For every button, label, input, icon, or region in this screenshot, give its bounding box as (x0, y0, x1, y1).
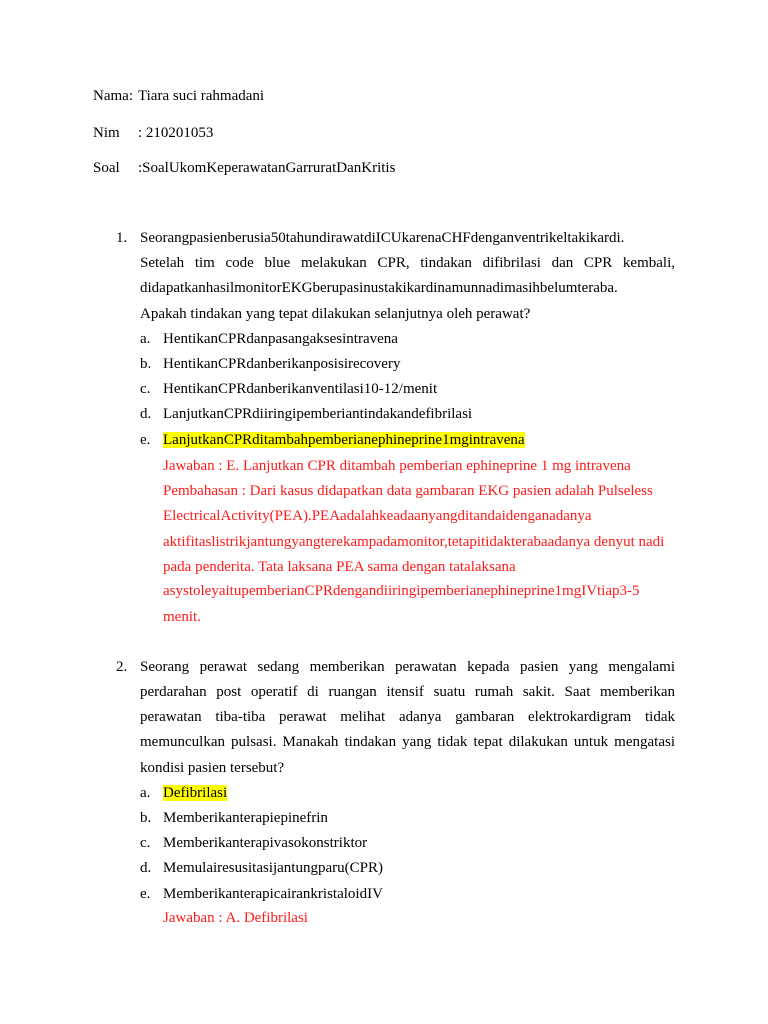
q1-option-e-highlight: LanjutkanCPRditambahpemberianephineprine1mgintravena (163, 432, 525, 448)
q2-option-b-text: Memberikanterapiepinefrin (163, 810, 328, 826)
q2-answer: Jawaban : A. Defibrilasi (163, 910, 308, 926)
q2-option-a-letter: a. (140, 785, 151, 801)
soal-label: Soal (93, 160, 120, 176)
q1-explanation-line-2: ElectricalActivity(PEA).PEAadalahkeadaanyangditandaidenganadanya (163, 508, 592, 524)
nama-label: Nama: (93, 88, 133, 104)
q2-option-b-letter: b. (140, 810, 152, 826)
q2-option-d-letter: d. (140, 860, 152, 876)
question-2-number: 2. (116, 659, 128, 675)
question-1-line-2: Setelah tim code blue melakukan CPR, tindakan difibrilasi dan CPR kembali, (140, 255, 675, 271)
nim-value: : 210201053 (138, 125, 214, 141)
question-2-line-1: Seorang perawat sedang memberikan perawatan kepada pasien yang mengalami (140, 659, 675, 675)
q2-option-e-text: MemberikanterapicairankristaloidIV (163, 886, 383, 902)
question-2-line-3: perawatan tiba-tiba perawat melihat adanya gambaran elektrokardigram tidak (140, 709, 675, 725)
soal-value: :SoalUkomKeperawatanGarruratDanKritis (138, 160, 396, 176)
q1-option-c-letter: c. (140, 381, 151, 397)
q2-option-c-letter: c. (140, 835, 151, 851)
question-2-line-4: memunculkan pulsasi. Manakah tindakan yang tidak tepat dilakukan untuk mengatasi (140, 734, 675, 750)
question-1-line-4: Apakah tindakan yang tepat dilakukan selanjutnya oleh perawat? (140, 306, 531, 322)
question-1-number: 1. (116, 230, 128, 246)
q2-option-d-text: Memulairesusitasijantungparu(CPR) (163, 860, 383, 876)
nim-label: Nim (93, 125, 120, 141)
q1-option-a-letter: a. (140, 331, 151, 347)
question-2-line-5: kondisi pasien tersebut? (140, 760, 285, 776)
q1-explanation-line-5: asystoleyaitupemberianCPRdengandiiringipemberianephineprine1mgIVtiap3-5 (163, 583, 640, 599)
q2-option-c-text: Memberikanterapivasokonstriktor (163, 835, 368, 851)
q1-explanation-line-6: menit. (163, 609, 201, 625)
q2-option-a-text (163, 784, 227, 802)
q1-option-c-text: HentikanCPRdanberikanventilasi10-12/menit (163, 381, 438, 397)
question-2-line-2: perdarahan post operatif di ruangan itensif suatu rumah sakit. Saat memberikan (140, 684, 675, 700)
question-1-line-3: didapatkanhasilmonitorEKGberupasinustakikardinamunnadimasihbelumteraba. (140, 280, 618, 296)
q2-option-a-highlight: Defibrilasi (163, 785, 228, 801)
q1-explanation-line-3: aktifitaslistrikjantungyangterekampadamonitor,tetapitidakterabaadanya denyut nadi (163, 534, 665, 550)
nama-value: Tiara suci rahmadani (138, 88, 265, 104)
question-1-line-1: Seorangpasienberusia50tahundirawatdiICUkarenaCHFdenganventrikeltakikardi. (140, 230, 625, 246)
q1-explanation-line-1: Pembahasan : Dari kasus didapatkan data gambaran EKG pasien adalah Pulseless (163, 483, 653, 499)
q1-option-d-text: LanjutkanCPRdiiringipemberiantindakandefibrilasi (163, 406, 473, 422)
q1-option-a-text: HentikanCPRdanpasangaksesintravena (163, 331, 398, 347)
q1-explanation-line-4: pada penderita. Tata laksana PEA sama dengan tatalaksana (163, 559, 516, 575)
q1-option-b-letter: b. (140, 356, 152, 372)
q1-option-e-text (163, 431, 525, 449)
q1-answer: Jawaban : E. Lanjutkan CPR ditambah pemberian ephineprine 1 mg intravena (163, 458, 631, 474)
q2-option-e-letter: e. (140, 886, 151, 902)
q1-option-b-text: HentikanCPRdanberikanposisirecovery (163, 356, 401, 372)
q1-option-e-letter: e. (140, 432, 151, 448)
q1-option-d-letter: d. (140, 406, 152, 422)
